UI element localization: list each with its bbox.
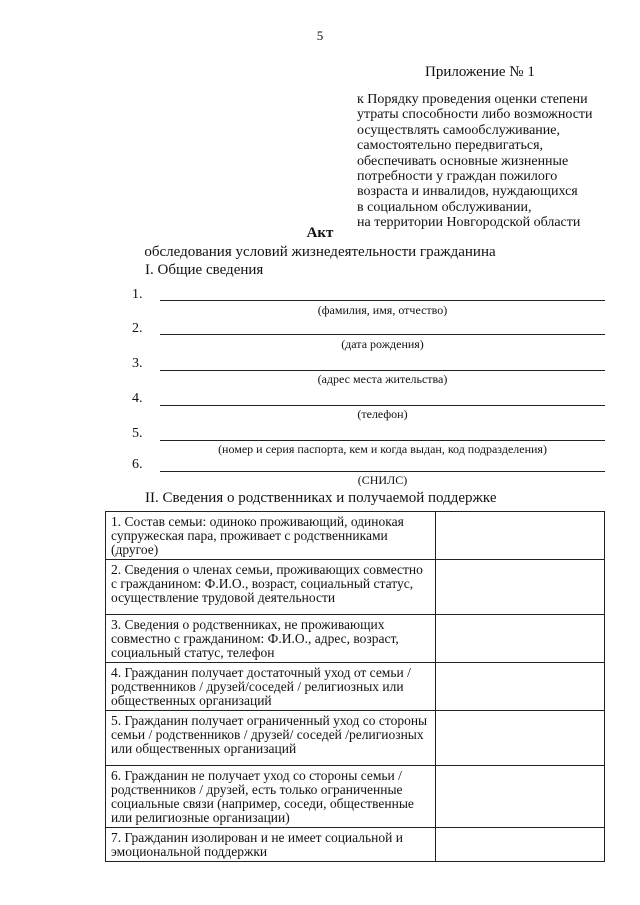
table-row	[106, 512, 605, 560]
appendix-title: Приложение № 1	[425, 64, 535, 80]
support-question-7: 7. Гражданин изолирован и не имеет социальной и эмоциональной поддержки	[106, 828, 436, 862]
table-row	[106, 711, 605, 766]
field-caption-4: (телефон)	[357, 407, 408, 421]
field-caption-6: (СНИЛС)	[357, 473, 408, 487]
support-answer-cell-5[interactable]	[436, 711, 605, 766]
support-answer-cell-4[interactable]	[436, 663, 605, 711]
support-question-2: 2. Сведения о членах семьи, проживающих совместно с гражданином: Ф.И.О., возраст, социальный статус, осуществление трудовой деятельности	[106, 560, 436, 615]
table-row	[106, 828, 605, 862]
support-answer-cell-3[interactable]	[436, 615, 605, 663]
support-answer-cell-1[interactable]	[436, 512, 605, 560]
support-question-4: 4. Гражданин получает достаточный уход от семьи / родственников / друзей/соседей / религиозных или общественных организаций	[106, 663, 436, 711]
table-row	[106, 615, 605, 663]
field-input-line-5[interactable]	[160, 440, 605, 441]
field-input-line-3[interactable]	[160, 370, 605, 371]
appendix-text: к Порядку проведения оценки степени утраты способности либо возможности осуществлять самообслуживание, самостоятельно передвигаться, обеспечивать основные жизненные потребности у граждан пожилого возраста и инвалидов, нуждающихся в социальном обслуживании, на территории Новгородской области	[357, 92, 593, 231]
field-caption-5: (номер и серия паспорта, кем и когда выдан, код подразделения)	[218, 442, 547, 456]
support-question-1: 1. Состав семьи: одиноко проживающий, одинокая супружеская пара, проживает с родственниками (другое)	[106, 512, 436, 560]
field-caption-2: (дата рождения)	[341, 337, 424, 351]
support-answer-cell-2[interactable]	[436, 560, 605, 615]
support-question-6: 6. Гражданин не получает уход со стороны семьи / родственников / друзей, есть только ограниченные социальные связи (например, соседи, общественные или религиозные организации)	[106, 766, 436, 828]
support-table	[105, 511, 605, 862]
support-question-5: 5. Гражданин получает ограниченный уход со стороны семьи / родственников / друзей/ соседей /религиозных или общественных организаций	[106, 711, 436, 766]
field-caption-3: (адрес места жительства)	[317, 372, 448, 386]
support-question-3: 3. Сведения о родственниках, не проживающих совместно с гражданином: Ф.И.О., адрес, возраст, социальный статус, телефон	[106, 615, 436, 663]
field-input-line-4[interactable]	[160, 405, 605, 406]
page-number: 5	[316, 28, 324, 43]
section2-heading: II. Сведения о родственниках и получаемой поддержке	[145, 490, 497, 506]
field-number-2: 2.	[132, 321, 143, 336]
support-answer-cell-7[interactable]	[436, 828, 605, 862]
field-number-4: 4.	[132, 391, 143, 406]
support-answer-cell-6[interactable]	[436, 766, 605, 828]
act-subtitle: обследования условий жизнедеятельности гражданина	[144, 244, 496, 260]
section1-heading: I. Общие сведения	[145, 262, 264, 278]
field-number-1: 1.	[132, 287, 143, 302]
table-row	[106, 766, 605, 828]
field-caption-1: (фамилия, имя, отчество)	[317, 303, 448, 317]
field-input-line-2[interactable]	[160, 334, 605, 335]
table-row	[106, 560, 605, 615]
field-number-3: 3.	[132, 356, 143, 371]
field-input-line-6[interactable]	[160, 471, 605, 472]
act-title: Акт	[306, 225, 334, 241]
table-row	[106, 663, 605, 711]
field-number-5: 5.	[132, 426, 143, 441]
field-input-line-1[interactable]	[160, 300, 605, 301]
field-number-6: 6.	[132, 457, 143, 472]
